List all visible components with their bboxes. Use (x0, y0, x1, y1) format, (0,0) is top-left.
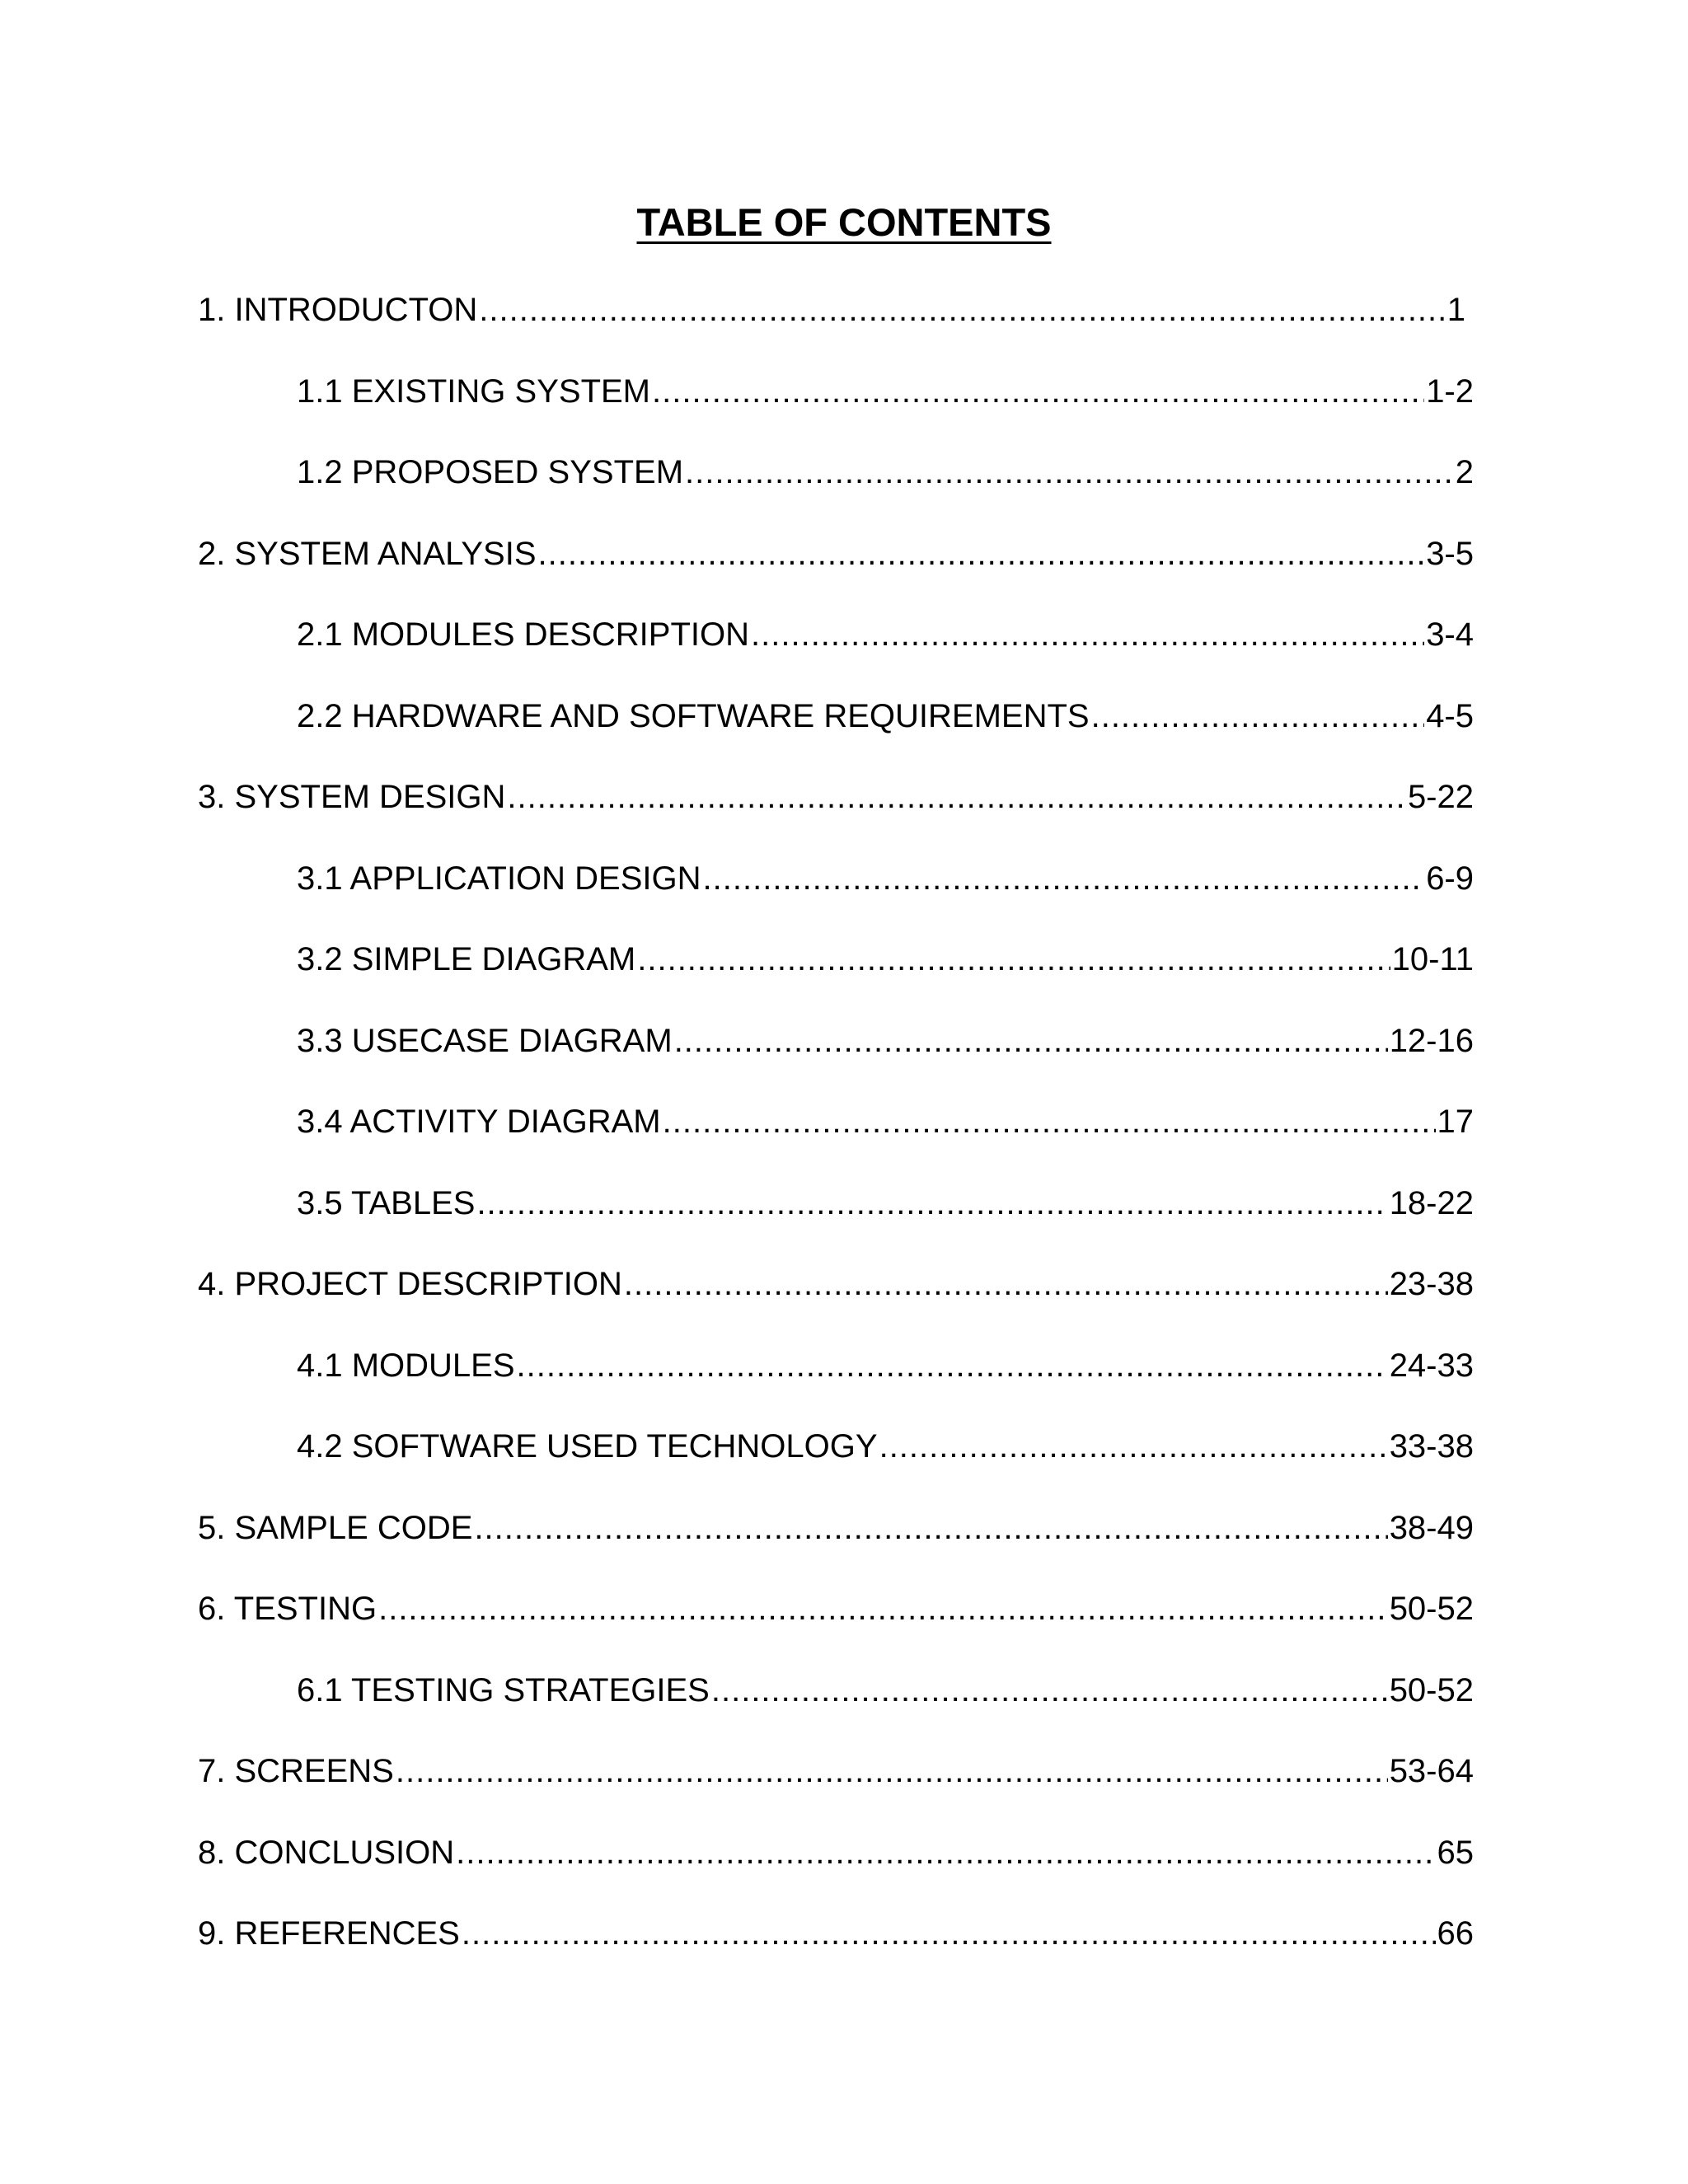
toc-entry (198, 1910, 1474, 1957)
toc-entry-label: 3.3 USECASE DIAGRAM (297, 1023, 673, 1059)
toc-entry-page: 10-11 (1391, 941, 1474, 977)
toc-entry-label: 9. REFERENCES (198, 1915, 460, 1952)
toc-dot-leader (479, 287, 1445, 333)
toc-entry (198, 1586, 1474, 1632)
toc-entry (198, 1748, 1474, 1794)
toc-dot-leader (879, 1423, 1388, 1469)
toc-entry-label: 4.1 MODULES (297, 1347, 515, 1384)
toc-entry (297, 855, 1474, 902)
toc-dot-leader (624, 1261, 1388, 1307)
toc-entry (198, 531, 1474, 577)
toc-dot-leader (637, 936, 1390, 982)
toc-dot-leader (674, 1018, 1388, 1064)
toc-entry (297, 1180, 1474, 1226)
toc-entry-label: 8. CONCLUSION (198, 1835, 455, 1871)
toc-entry-page: 65 (1437, 1835, 1474, 1871)
toc-dot-leader (703, 855, 1425, 902)
toc-entry-label: 4. PROJECT DESCRIPTION (198, 1266, 622, 1302)
page-title: TABLE OF CONTENTS (636, 200, 1052, 244)
toc-dot-leader (474, 1505, 1387, 1551)
toc-entry (297, 1667, 1474, 1713)
toc-entry-page: 3-5 (1426, 536, 1474, 572)
toc-dot-leader (711, 1667, 1388, 1713)
toc-entry-label: 3. SYSTEM DESIGN (198, 779, 506, 815)
toc-entry (297, 1423, 1474, 1469)
toc-entry-label: 2.1 MODULES DESCRIPTION (297, 616, 750, 653)
toc-entry-page: 50-52 (1389, 1591, 1474, 1627)
toc-entry-page: 2 (1455, 454, 1474, 490)
toc-entry-page: 50-52 (1389, 1672, 1474, 1708)
toc-entry-page: 38-49 (1389, 1510, 1474, 1546)
toc-entry (297, 693, 1474, 739)
toc-entry (198, 1830, 1474, 1876)
toc-entry-label: 4.2 SOFTWARE USED TECHNOLOGY (297, 1428, 878, 1465)
toc-entry-label: 2.2 HARDWARE AND SOFTWARE REQUIREMENTS (297, 698, 1090, 734)
toc-entry-label: 6. TESTING (198, 1591, 377, 1627)
toc-entry (198, 287, 1465, 333)
toc-entry-label: 3.2 SIMPLE DIAGRAM (297, 941, 636, 977)
toc-dot-leader (462, 1910, 1436, 1957)
toc-entry (297, 1343, 1474, 1389)
toc-entry (198, 1505, 1474, 1551)
toc-entry-page: 33-38 (1389, 1428, 1474, 1465)
toc-dot-leader (652, 368, 1424, 415)
toc-entry (297, 936, 1474, 982)
toc-dot-leader (378, 1586, 1388, 1632)
toc-entry-page: 1-2 (1426, 373, 1474, 410)
toc-entry (297, 612, 1474, 658)
toc-entry (198, 1261, 1474, 1307)
toc-entry-page: 24-33 (1389, 1347, 1474, 1384)
toc-entry-page: 23-38 (1389, 1266, 1474, 1302)
toc-entry (297, 449, 1474, 495)
toc-entry-label: 1.1 EXISTING SYSTEM (297, 373, 651, 410)
toc-dot-leader (456, 1830, 1435, 1876)
toc-entry-page: 3-4 (1426, 616, 1474, 653)
toc-entry-label: 3.4 ACTIVITY DIAGRAM (297, 1104, 661, 1140)
toc-dot-leader (685, 449, 1454, 495)
toc-entry-page: 6-9 (1426, 860, 1474, 897)
toc-entry-page: 4-5 (1426, 698, 1474, 734)
toc-entry-page: 53-64 (1389, 1753, 1474, 1789)
toc-dot-leader (538, 531, 1425, 577)
toc-entry (297, 368, 1474, 415)
toc-entry (297, 1099, 1474, 1145)
toc-dot-leader (663, 1099, 1436, 1145)
toc-entry-page: 66 (1437, 1915, 1474, 1952)
toc-entry-label: 1. INTRODUCTON (198, 292, 478, 328)
toc-entry-label: 6.1 TESTING STRATEGIES (297, 1672, 710, 1708)
toc-entry-page: 1 (1447, 292, 1465, 328)
toc-dot-leader (517, 1343, 1388, 1389)
toc-dot-leader (476, 1180, 1387, 1226)
toc-entry-page: 12-16 (1389, 1023, 1474, 1059)
toc-dot-leader (751, 612, 1424, 658)
toc-dot-leader (396, 1748, 1388, 1794)
toc-entry-label: 1.2 PROPOSED SYSTEM (297, 454, 684, 490)
toc-entry-page: 17 (1437, 1104, 1474, 1140)
toc-entry-page: 18-22 (1389, 1185, 1474, 1221)
toc-entry-label: 3.1 APPLICATION DESIGN (297, 860, 701, 897)
toc-entry-label: 5. SAMPLE CODE (198, 1510, 473, 1546)
toc-entry-label: 7. SCREENS (198, 1753, 394, 1789)
toc-entry-page: 5-22 (1407, 779, 1474, 815)
toc-dot-leader (1091, 693, 1425, 739)
toc-dot-leader (507, 774, 1406, 820)
toc-entry-label: 3.5 TABLES (297, 1185, 476, 1221)
toc-entry (198, 774, 1474, 820)
toc-entry-label: 2. SYSTEM ANALYSIS (198, 536, 537, 572)
toc-entry (297, 1018, 1474, 1064)
